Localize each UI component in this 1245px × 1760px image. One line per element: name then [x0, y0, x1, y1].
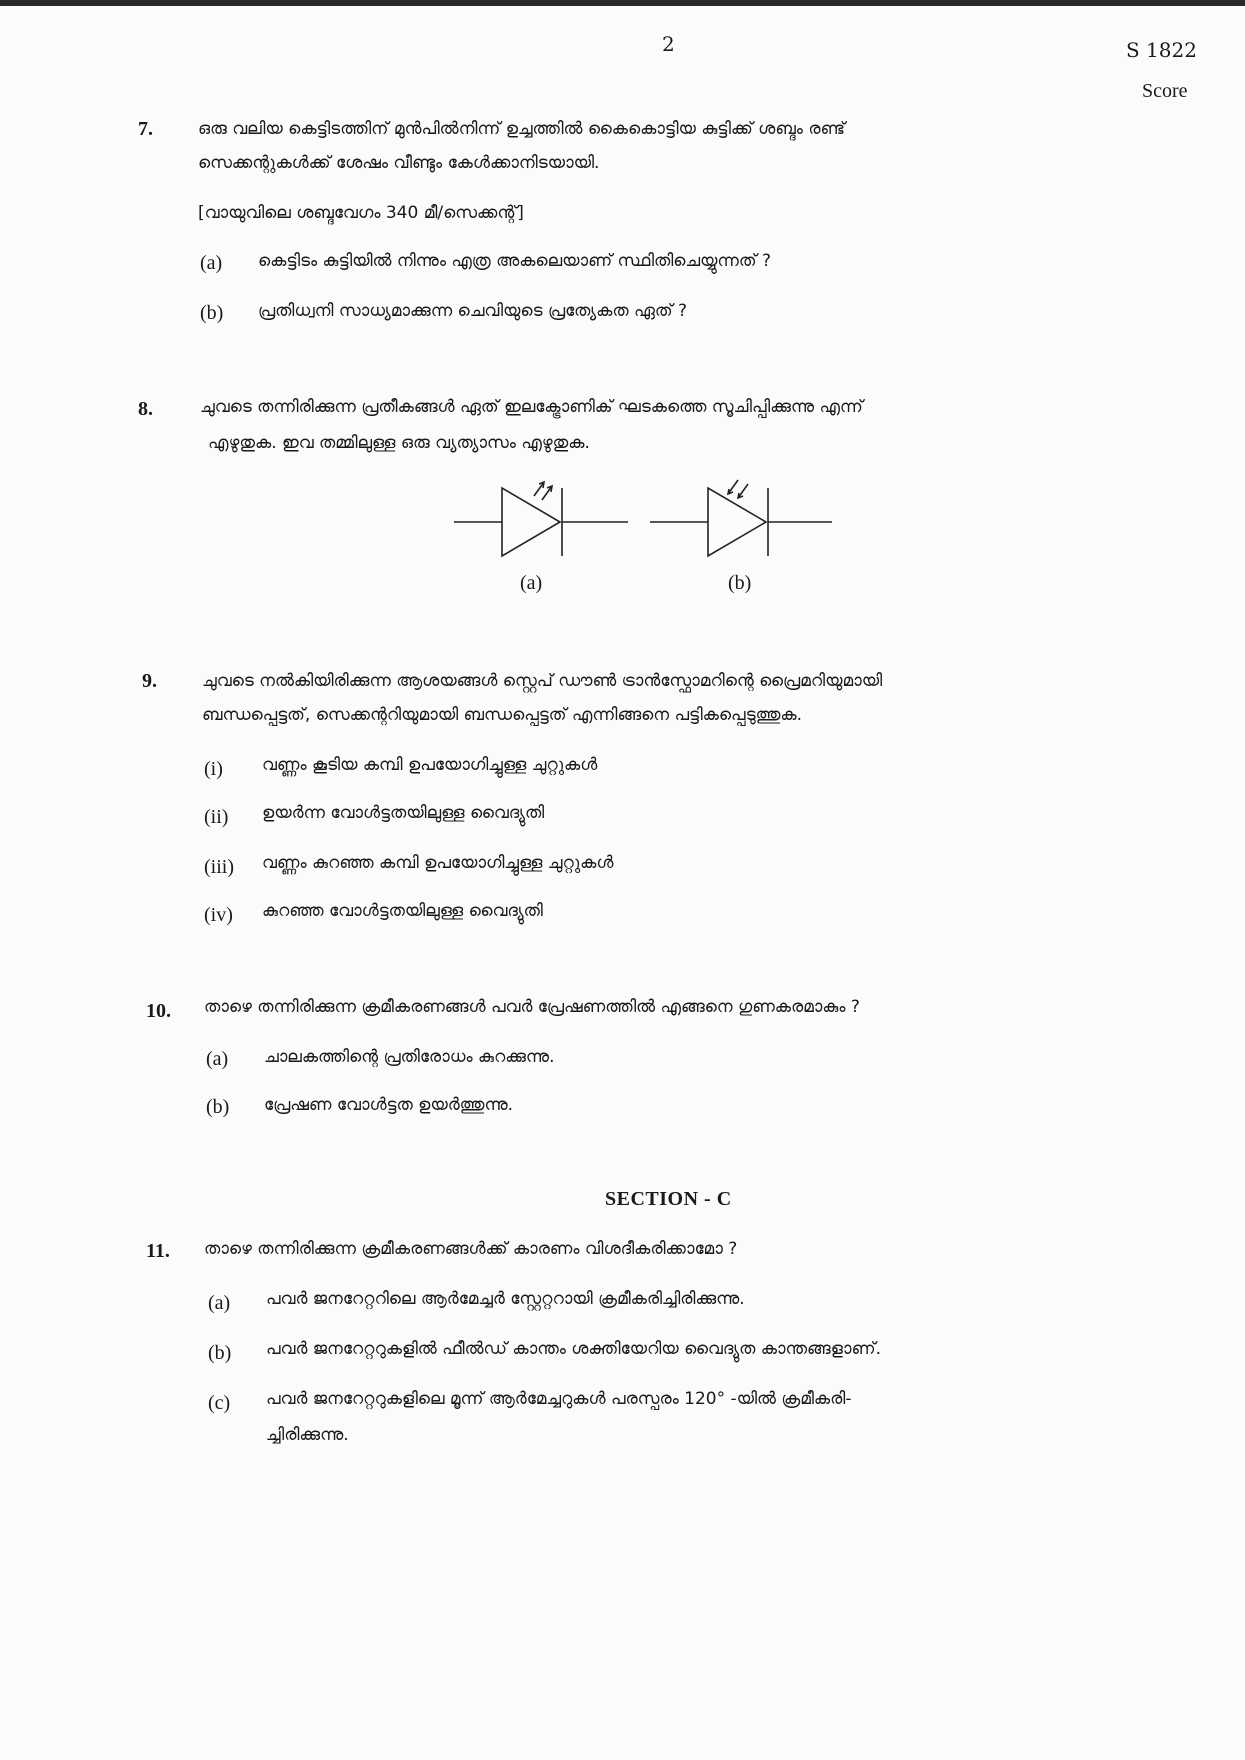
question-7-note: [വായുവിലെ ശബ്ദവേഗം 340 മീ/സെക്കന്റ്]: [198, 203, 524, 223]
q9-item-1-text: വണ്ണം കൂടിയ കമ്പി ഉപയോഗിച്ചുള്ള ചുറ്റുകൾ: [262, 755, 598, 775]
q10-option-a-label: (a): [206, 1048, 229, 1070]
q10-option-b-label: (b): [206, 1096, 230, 1118]
question-9-line-2: ബന്ധപ്പെട്ടത്, സെക്കന്ററിയുമായി ബന്ധപ്പെട്ടത് എന്നിങ്ങനെ പട്ടികപ്പെടുത്തുക.: [202, 705, 803, 725]
section-heading: SECTION - C: [605, 1188, 732, 1210]
paper-code: S 1822: [1126, 38, 1197, 62]
led-symbol: [454, 482, 628, 556]
figure-caption-b: (b): [728, 572, 752, 594]
q9-item-4-text: കുറഞ്ഞ വോൾട്ടതയിലുള്ള വൈദ്യുതി: [262, 901, 543, 921]
page-number: 2: [662, 32, 675, 56]
q9-item-1-label: (i): [204, 758, 223, 780]
q9-item-4-label: (iv): [204, 904, 233, 926]
q10-option-b-text: പ്രേഷണ വോൾട്ടത ഉയർത്തുന്നു.: [264, 1095, 514, 1115]
question-number-10: 10.: [146, 1000, 171, 1022]
q9-item-2-text: ഉയർന്ന വോൾട്ടതയിലുള്ള വൈദ്യുതി: [262, 803, 545, 823]
q11-option-c-label: (c): [208, 1392, 231, 1414]
score-label: Score: [1142, 80, 1188, 102]
question-7-line-1: ഒരു വലിയ കെട്ടിടത്തിന് മുൻപിൽനിന്ന് ഉച്ചത്തിൽ കൈകൊട്ടിയ കുട്ടിക്ക് ശബ്ദം രണ്ട്: [198, 119, 846, 139]
figure-caption-a: (a): [520, 572, 543, 594]
question-9-line-1: ചുവടെ നൽകിയിരിക്കുന്ന ആശയങ്ങൾ സ്റ്റെപ് ഡൗൺ ട്രാൻസ്ഫോമറിന്റെ പ്രൈമറിയുമായി: [202, 671, 883, 691]
diode-symbols-figure: [440, 470, 840, 570]
q11-option-a-text: പവർ ജനറേറ്ററിലെ ആർമേച്ചർ സ്റ്റേറ്ററായി ക്രമീകരിച്ചിരിക്കുന്നു.: [266, 1289, 745, 1309]
question-number-11: 11.: [146, 1240, 170, 1262]
q11-option-c-line-1: പവർ ജനറേറ്ററുകളിലെ മൂന്ന് ആർമേച്ചറുകൾ പരസ്പരം 120° -യിൽ ക്രമീകരി-: [266, 1389, 852, 1409]
question-number-7: 7.: [138, 118, 153, 140]
q7-option-a-text: കെട്ടിടം കുട്ടിയിൽ നിന്നും എത്ര അകലെയാണ് സ്ഥിതിചെയ്യുന്നത് ?: [258, 251, 772, 271]
question-10-line-1: താഴെ തന്നിരിക്കുന്ന ക്രമീകരണങ്ങൾ പവർ പ്രേഷണത്തിൽ എങ്ങനെ ഗുണകരമാകും ?: [204, 997, 860, 1017]
q7-option-a-label: (a): [200, 252, 223, 274]
question-11-line-1: താഴെ തന്നിരിക്കുന്ന ക്രമീകരണങ്ങൾക്ക് കാരണം വിശദീകരിക്കാമോ ?: [204, 1239, 738, 1259]
question-7-line-2: സെക്കന്റുകൾക്ക് ശേഷം വീണ്ടും കേൾക്കാനിടയായി.: [198, 153, 600, 173]
scan-edge: [0, 0, 1245, 6]
question-8-line-1: ചുവടെ തന്നിരിക്കുന്ന പ്രതീകങ്ങൾ ഏത് ഇലക്ട്രോണിക് ഘടകത്തെ സൂചിപ്പിക്കുന്നു എന്ന്: [200, 397, 863, 417]
q9-item-3-label: (iii): [204, 856, 234, 878]
q10-option-a-text: ചാലകത്തിന്റെ പ്രതിരോധം കുറക്കുന്നു.: [264, 1047, 555, 1067]
q9-item-2-label: (ii): [204, 806, 229, 828]
q11-option-a-label: (a): [208, 1292, 231, 1314]
q11-option-b-label: (b): [208, 1342, 232, 1364]
question-number-9: 9.: [142, 670, 157, 692]
q11-option-c-line-2: ച്ചിരിക്കുന്നു.: [266, 1425, 349, 1445]
photodiode-symbol: [650, 480, 832, 556]
question-8-line-2: എഴുതുക. ഇവ തമ്മിലുള്ള ഒരു വ്യത്യാസം എഴുതുക.: [208, 433, 590, 453]
q9-item-3-text: വണ്ണം കുറഞ്ഞ കമ്പി ഉപയോഗിച്ചുള്ള ചുറ്റുകൾ: [262, 853, 614, 873]
question-number-8: 8.: [138, 398, 153, 420]
q11-option-b-text: പവർ ജനറേറ്ററുകളിൽ ഫീൽഡ് കാന്തം ശക്തിയേറിയ വൈദ്യുത കാന്തങ്ങളാണ്.: [266, 1339, 881, 1359]
q7-option-b-label: (b): [200, 302, 224, 324]
q7-option-b-text: പ്രതിധ്വനി സാധ്യമാക്കുന്ന ചെവിയുടെ പ്രത്യേകത ഏത് ?: [258, 301, 688, 321]
